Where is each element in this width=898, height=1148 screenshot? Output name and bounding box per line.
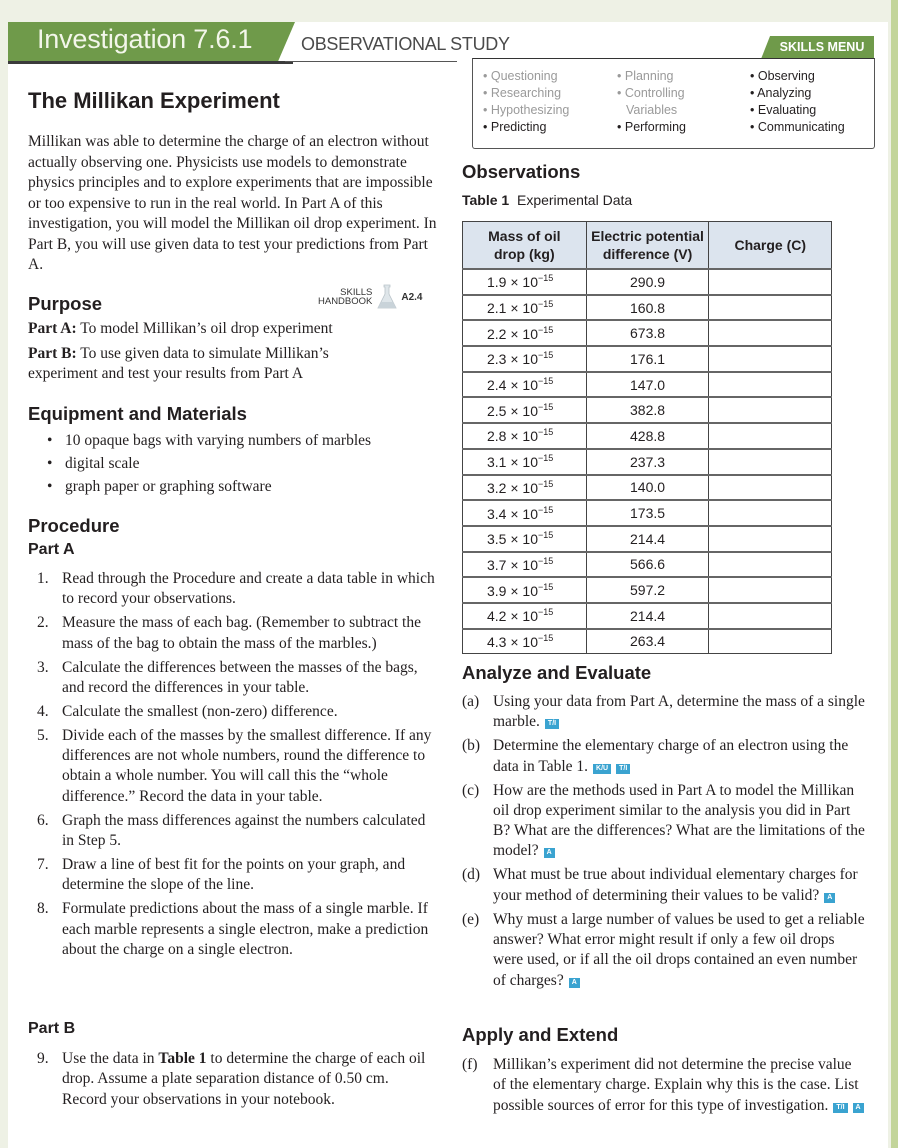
cell-charge[interactable] (709, 526, 832, 552)
cell-voltage: 290.9 (586, 269, 709, 295)
banner-subtitle-underline (285, 61, 457, 62)
question-text: How are the methods used in Part A to model the Millikan oil drop experiment similar to the analysis you did in Part B? What are the differences? What are the limitations of the model? (493, 781, 865, 860)
table-row (463, 269, 832, 295)
table-caption: Table 1 Experimental Data (462, 192, 633, 208)
achievement-category-badge: A (544, 848, 555, 858)
cell-mass: $3.5 \times 10^{-15}$ (463, 526, 587, 552)
flask-icon (377, 284, 397, 310)
cell-charge[interactable] (709, 423, 832, 449)
procedure-part-a-steps (37, 569, 437, 964)
skills-handbook-reference[interactable] (318, 282, 423, 312)
cell-charge[interactable] (709, 346, 832, 372)
column-header-charge: Charge (C) (709, 222, 832, 270)
table-row (463, 552, 832, 578)
column-header-mass: Mass of oil drop (kg) (463, 222, 587, 270)
question-item (462, 865, 867, 906)
purpose-part-b-continued: experiment and test your results from Part A (28, 365, 304, 382)
skills-column-3 (750, 68, 845, 136)
table-row (463, 295, 832, 321)
procedure-step: 1. Read through the Procedure and create a data table in which to record your observations. (37, 570, 435, 608)
table-row (463, 526, 832, 552)
cell-mass: $4.2 \times 10^{-15}$ (463, 603, 587, 629)
cell-mass: $1.9 \times 10^{-15}$ (463, 269, 587, 295)
table-row (463, 577, 832, 603)
cell-voltage: 566.6 (586, 552, 709, 578)
cell-voltage: 176.1 (586, 346, 709, 372)
cell-mass: $2.8 \times 10^{-15}$ (463, 423, 587, 449)
cell-mass: $3.7 \times 10^{-15}$ (463, 552, 587, 578)
skill-item: • Evaluating (750, 103, 817, 117)
table-row (463, 397, 832, 423)
cell-voltage: 140.0 (586, 475, 709, 501)
question-label: (a) (462, 693, 480, 710)
column-header-voltage: Electric potential difference (V) (586, 222, 709, 270)
table-row (463, 603, 832, 629)
question-item (462, 1055, 867, 1116)
procedure-step: 8. Formulate predictions about the mass of a single marble. If each marble represents a single electron, make a prediction about the charge on a single electron. (37, 900, 429, 958)
cell-mass: $3.1 \times 10^{-15}$ (463, 449, 587, 475)
achievement-category-badge: A (569, 978, 580, 988)
skill-item: • Controlling (617, 86, 685, 100)
skill-item: • Questioning (483, 69, 558, 83)
cell-charge[interactable] (709, 449, 832, 475)
cell-charge[interactable] (709, 552, 832, 578)
part-a-heading: Part A (28, 541, 75, 558)
question-text: Why must a large number of values be used to get a reliable answer? What error might result if only a few oil drops were used, or if all the oil drops contained an even number of charges? (493, 910, 865, 989)
cell-voltage: 263.4 (586, 629, 709, 654)
question-item (462, 781, 867, 862)
study-type-label: OBSERVATIONAL STUDY (301, 34, 510, 54)
table-row (463, 320, 832, 346)
purpose-part-a: Part A: To model Millikan’s oil drop experiment (28, 320, 333, 337)
cell-mass: $2.5 \times 10^{-15}$ (463, 397, 587, 423)
page-title: The Millikan Experiment (28, 88, 280, 113)
table-header-row (463, 222, 832, 270)
procedure-step: 4. Calculate the smallest (non-zero) difference. (37, 702, 338, 720)
cell-charge[interactable] (709, 577, 832, 603)
skills-menu-box (472, 58, 875, 149)
skills-handbook-label: SKILLS HANDBOOK (318, 286, 373, 307)
question-label: (d) (462, 866, 481, 884)
question-item (462, 910, 867, 991)
cell-mass: $3.4 \times 10^{-15}$ (463, 500, 587, 526)
table-row (463, 372, 832, 398)
question-item (462, 736, 867, 777)
analyze-questions (462, 692, 867, 995)
cell-voltage: 160.8 (586, 295, 709, 321)
skill-item: • Hypothesizing (483, 103, 570, 117)
part-b-heading: Part B (28, 1020, 76, 1037)
question-label: (b) (462, 737, 481, 755)
equipment-item: • digital scale (45, 452, 371, 475)
page-edge-strip (891, 0, 898, 1148)
equipment-item: • graph paper or graphing software (45, 475, 371, 498)
achievement-category-badge: T/I (545, 719, 559, 729)
experimental-data-table (462, 221, 832, 654)
equipment-item: • 10 opaque bags with varying numbers of marbles (45, 429, 371, 452)
equipment-heading: Equipment and Materials (28, 403, 247, 424)
purpose-part-b: Part B: To use given data to simulate Millikan’s (28, 345, 329, 362)
skills-menu-label: SKILLS MENU (779, 40, 865, 54)
cell-charge[interactable] (709, 372, 832, 398)
procedure-step: 3. Calculate the differences between the masses of the bags, and record the differences in your table. (37, 658, 418, 696)
question-label: (e) (462, 910, 480, 928)
procedure-part-b-steps (37, 1049, 437, 1114)
cell-charge[interactable] (709, 500, 832, 526)
cell-voltage: 147.0 (586, 372, 709, 398)
procedure-step: 5. Divide each of the masses by the smallest difference. If any differences are not whole numbers, round the difference to obtain a whole number. You will call this the “whole difference.” Record the data in your table. (37, 726, 432, 805)
apply-heading: Apply and Extend (462, 1024, 619, 1045)
skill-item: • Planning (617, 69, 674, 83)
cell-charge[interactable] (709, 295, 832, 321)
skill-item: • Performing (617, 120, 686, 134)
cell-voltage: 673.8 (586, 320, 709, 346)
cell-charge[interactable] (709, 603, 832, 629)
procedure-step: 2. Measure the mass of each bag. (Remember to subtract the mass of the bag to obtain the mass of the marbles.) (37, 614, 421, 652)
cell-voltage: 382.8 (586, 397, 709, 423)
investigation-title: Investigation 7.6.1 (37, 24, 253, 54)
cell-mass: $2.3 \times 10^{-15}$ (463, 346, 587, 372)
cell-voltage: 597.2 (586, 577, 709, 603)
purpose-heading: Purpose (28, 293, 103, 314)
banner-underline (8, 61, 293, 64)
table-row (463, 500, 832, 526)
skill-item: • Communicating (750, 120, 845, 134)
achievement-category-badge: T/I (833, 1103, 847, 1113)
procedure-step: 6. Graph the mass differences against the numbers calculated in Step 5. (37, 811, 426, 849)
skills-column-2 (617, 68, 686, 136)
table-row (463, 449, 832, 475)
cell-mass: $2.2 \times 10^{-15}$ (463, 320, 587, 346)
cell-charge[interactable] (709, 397, 832, 423)
cell-voltage: 428.8 (586, 423, 709, 449)
skill-item: • Observing (750, 69, 815, 83)
skill-item-continuation: Variables (626, 103, 678, 117)
cell-charge[interactable] (709, 475, 832, 501)
cell-mass: $2.1 \times 10^{-15}$ (463, 295, 587, 321)
question-label: (f) (462, 1056, 478, 1073)
question-item (462, 692, 867, 733)
question-text: Millikan’s experiment did not determine the precise value of the elementary charge. Explain why this is the case. List possible sources of error for this type of investigation. (493, 1056, 859, 1114)
cell-charge[interactable] (709, 629, 832, 654)
cell-mass: $4.3 \times 10^{-15}$ (463, 629, 587, 654)
equipment-list (45, 429, 371, 498)
question-text: Determine the elementary charge of an electron using the data in Table 1. (493, 737, 849, 775)
table-row (463, 423, 832, 449)
cell-voltage: 214.4 (586, 526, 709, 552)
skills-column-1 (483, 68, 569, 136)
procedure-heading: Procedure (28, 515, 120, 536)
cell-charge[interactable] (709, 320, 832, 346)
table-row (463, 475, 832, 501)
cell-mass: $3.9 \times 10^{-15}$ (463, 577, 587, 603)
table-row (463, 346, 832, 372)
handbook-ref-code: A2.4 (401, 291, 423, 303)
achievement-category-badge: T/I (616, 764, 630, 774)
question-text: Using your data from Part A, determine the mass of a single marble. (493, 693, 865, 731)
cell-voltage: 237.3 (586, 449, 709, 475)
table-row (463, 629, 832, 654)
skill-item: • Researching (483, 86, 562, 100)
observations-heading: Observations (462, 161, 581, 182)
procedure-step: 9. Use the data in Table 1 to determine the charge of each oil drop. Assume a plate separation distance of 0.50 cm. Record your observations in your notebook. (37, 1050, 426, 1108)
achievement-category-badge: A (853, 1103, 864, 1113)
procedure-step: 7. Draw a line of best fit for the points on your graph, and determine the slope of the line. (37, 855, 406, 894)
cell-mass: $3.2 \times 10^{-15}$ (463, 475, 587, 501)
skill-item: • Predicting (483, 120, 547, 134)
apply-questions (462, 1055, 867, 1120)
cell-voltage: 173.5 (586, 500, 709, 526)
skill-item: • Analyzing (750, 86, 812, 100)
achievement-category-badge: K/U (593, 764, 611, 774)
question-text: What must be true about individual elementary charges for your method of determining their values to be valid? (493, 866, 858, 904)
achievement-category-badge: A (824, 893, 835, 903)
cell-voltage: 214.4 (586, 603, 709, 629)
intro-paragraph: Millikan was able to determine the charge of an electron without actually observing one. Physicists use models to demonstrate physics principles and to explore experiments that are impossible or too expensive to run in the real world. In Part A of this investigation, you will model the Millikan oil drop experiment. In Part B, you will use given data to test your predictions from Part A. (28, 133, 437, 273)
cell-charge[interactable] (709, 269, 832, 295)
analyze-heading: Analyze and Evaluate (462, 662, 652, 683)
cell-mass: $2.4 \times 10^{-15}$ (463, 372, 587, 398)
question-label: (c) (462, 781, 480, 799)
